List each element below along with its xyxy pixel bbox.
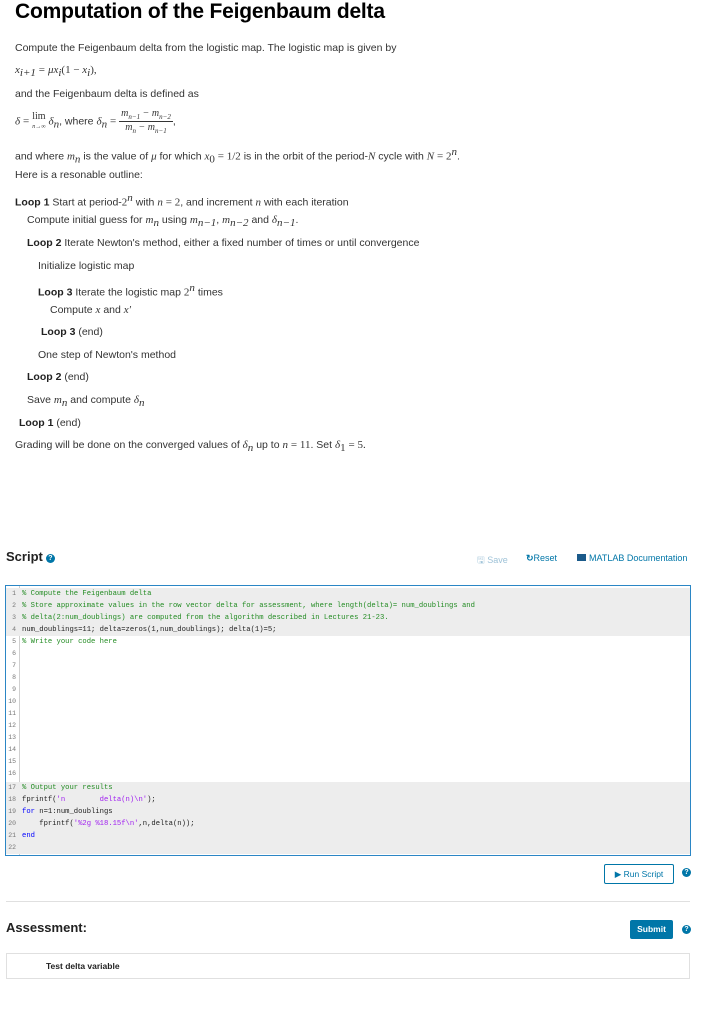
code-line[interactable]: 19 for n=1:num_doublings [6, 806, 690, 818]
outline-text: Here is a resonable outline: [15, 169, 143, 181]
compute-x-step: Compute x and x′ [50, 304, 132, 316]
test-item[interactable] [6, 953, 690, 979]
code-line[interactable]: 21 end [6, 830, 690, 842]
code-line[interactable]: 13 [8, 734, 16, 741]
intro-text: Compute the Feigenbaum delta from the logistic map. The logistic map is given by [15, 42, 397, 54]
and-where-text: and where $m_n$ is the value of μ for which $x_0 = 1/2$ is in the orbit of the period-N cycle with $N = 2^n$. [15, 146, 460, 166]
script-heading: Script ? [6, 549, 55, 564]
loop2-start: Loop 2 Iterate Newton's method, either a fixed number of times or until convergence [27, 237, 420, 249]
code-line[interactable]: 9 [12, 686, 16, 693]
page-title: Computation of the Feigenbaum delta [15, 0, 385, 23]
delta-definition: δ = lim n→∞ $\delta_n$, where $\delta_n$ = $\frac{m_{n-1} - m_{n-2}}{m_n - m_{n-1}}$ , [15, 108, 176, 135]
run-help-icon[interactable]: ? [682, 868, 691, 877]
init-map-step: Initialize logistic map [38, 260, 135, 272]
code-line[interactable]: 5 % Write your code here [12, 638, 117, 646]
save-step: Save $m_n$ and compute $\delta_n$ [27, 394, 145, 410]
save-icon: 🖫 [477, 555, 485, 565]
loop1-end: Loop 1 (end) [19, 417, 81, 429]
code-line[interactable]: 15 [8, 758, 16, 765]
code-line[interactable]: 8 [12, 674, 16, 681]
grading-text: Grading will be done on the converged values of $\delta_n$ up to n = 11. Set $\delta_1 = 5$. [15, 439, 366, 455]
code-line[interactable]: 20 fprintf('%2g %18.15f\n',n,delta(n)); [6, 818, 690, 830]
submit-help-icon[interactable]: ? [682, 925, 691, 934]
reset-button[interactable]: ↻Reset [526, 553, 558, 563]
loop3-start: Loop 3 Iterate the logistic map 2$^n$ times [38, 282, 223, 299]
save-button[interactable]: 🖫 Save [477, 555, 508, 565]
code-line[interactable]: 14 [8, 746, 16, 753]
divider [6, 901, 690, 902]
loop2-end: Loop 2 (end) [27, 371, 89, 383]
code-line[interactable]: 17 % Output your results [6, 782, 690, 794]
loop1-start: Loop 1 Start at period-2$^n$ with n = 2, and increment n with each iteration [15, 192, 349, 209]
code-line[interactable]: 2 % Store approximate values in the row vector delta for assessment, where length(delta)= num_doublings and [6, 600, 690, 612]
play-icon: ▶ [614, 869, 622, 879]
test-label: Test delta variable [46, 961, 120, 971]
code-editor[interactable] [5, 585, 691, 856]
matlab-documentation-link[interactable]: MATLAB Documentation [577, 553, 687, 563]
reset-icon: ↻ [526, 553, 534, 563]
code-line[interactable]: 10 [8, 698, 16, 705]
code-line[interactable]: 4 num_doublings=11; delta=zeros(1,num_doublings); delta(1)=5; [6, 624, 690, 636]
code-line[interactable]: 6 [12, 650, 16, 657]
code-line[interactable]: 22 [6, 842, 690, 854]
initial-guess-step: Compute initial guess for $m_n$ using $m_{n-1}$, $m_{n-2}$ and $\delta_{n-1}$. [27, 214, 299, 230]
assessment-heading: Assessment: [6, 920, 87, 935]
code-line[interactable]: 18 fprintf('n delta(n)\n'); [6, 794, 690, 806]
defined-as-text: and the Feigenbaum delta is defined as [15, 88, 199, 100]
code-line[interactable]: 1 % Compute the Feigenbaum delta [6, 588, 690, 600]
submit-button[interactable]: Submit [630, 920, 673, 939]
code-line[interactable]: 11 [8, 710, 16, 717]
code-line[interactable]: 3 % delta(2:num_doublings) are computed from the algorithm described in Lectures 21-23. [6, 612, 690, 624]
code-line[interactable]: 16 [8, 770, 16, 777]
loop3-end: Loop 3 (end) [41, 326, 103, 338]
code-line[interactable]: 7 [12, 662, 16, 669]
newton-step: One step of Newton's method [38, 349, 176, 361]
logistic-map-equation: $x_{i+1} = \mu x_i(1 - x_i)$, [15, 64, 97, 80]
run-script-button[interactable]: ▶ Run Script [604, 864, 674, 884]
matlab-icon [577, 554, 586, 561]
help-icon[interactable]: ? [46, 554, 55, 563]
code-line[interactable]: 12 [8, 722, 16, 729]
